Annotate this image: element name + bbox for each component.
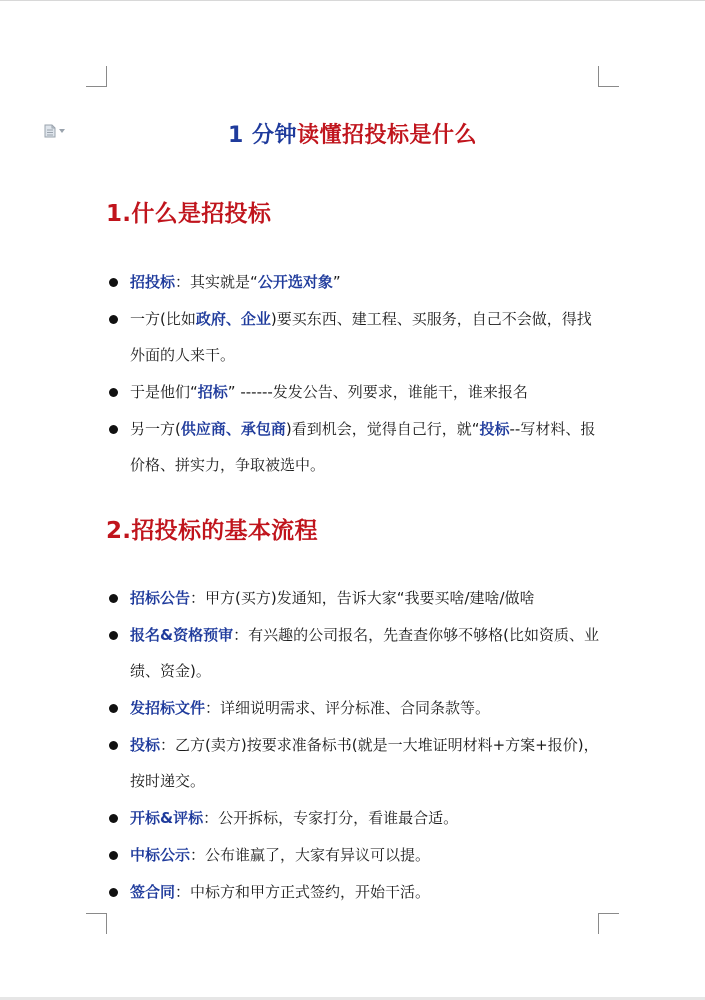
bold-term: 投标 — [130, 736, 161, 754]
bold-term: 发招标文件 — [130, 699, 206, 717]
bold-term: 招投标 — [130, 273, 176, 291]
bullet-dot — [109, 594, 118, 603]
bullet-dot — [109, 388, 118, 397]
item-text: ” ------发发公告、列要求，谁能干，谁来报名 — [227, 383, 528, 401]
item-text: ：甲方(买方)发通知，告诉大家“我要买啥/建啥/做啥 — [190, 589, 535, 607]
page-top-border — [0, 0, 705, 1]
list-item — [106, 727, 606, 799]
bold-term: 招标公告 — [130, 589, 191, 607]
item-text: )看到机会，觉得自己行，就“ — [285, 420, 480, 438]
item-text: ：有兴趣的公司报名，先查查你够不够格(比如资质、业绩、资金)。 — [130, 626, 599, 680]
crop-mark-bottom-left — [86, 913, 107, 934]
bullet-dot — [109, 851, 118, 860]
item-text: ：中标方和甲方正式签约，开始干活。 — [175, 883, 431, 901]
bullet-dot — [109, 315, 118, 324]
section-heading-2: 2.招投标的基本流程 — [106, 518, 318, 544]
item-text: ：乙方(卖方)按要求准备标书(就是一大堆证明材料+方案+报价)，按时递交。 — [130, 736, 599, 790]
bold-term: 公开选对象 — [257, 273, 333, 291]
title-blue-part: 1 分钟 — [228, 123, 297, 148]
crop-mark-top-right — [598, 66, 619, 87]
item-text: 一方(比如 — [130, 310, 196, 328]
bold-term: 报名&资格预审 — [130, 626, 234, 644]
item-text: ” — [332, 273, 341, 291]
bullet-dot — [109, 814, 118, 823]
list-item — [106, 580, 606, 616]
bold-term: 政府、企业 — [195, 310, 271, 328]
section-2-list — [106, 580, 606, 911]
item-text: --写材料、报价格、拼实力，争取被选中。 — [130, 420, 596, 474]
page-title — [0, 118, 705, 149]
quote-mark: “ — [250, 273, 258, 291]
bullet-dot — [109, 425, 118, 434]
bullet-dot — [109, 278, 118, 287]
item-text: ：公布谁赢了，大家有异议可以提。 — [190, 846, 431, 864]
bullet-dot — [109, 888, 118, 897]
section-heading-1: 1.什么是招投标 — [106, 201, 272, 227]
list-item — [106, 411, 606, 483]
crop-mark-bottom-right — [598, 913, 619, 934]
list-item — [106, 837, 606, 873]
crop-mark-top-left — [86, 66, 107, 87]
bold-term: 中标公示 — [130, 846, 191, 864]
bold-term: 招标 — [197, 383, 228, 401]
list-item — [106, 374, 606, 410]
list-item — [106, 874, 606, 910]
item-text: )要买东西、建工程、买服务，自己不会做，得找外面的人来干。 — [130, 310, 592, 364]
item-text: ：详细说明需求、评分标准、合同条款等。 — [205, 699, 491, 717]
bold-term: 供应商、承包商 — [180, 420, 286, 438]
title-red-part: 读懂招投标是什么 — [296, 123, 477, 148]
bullet-dot — [109, 704, 118, 713]
item-text: ：其实就是 — [175, 273, 251, 291]
list-item — [106, 617, 606, 689]
bullet-dot — [109, 631, 118, 640]
list-item — [106, 690, 606, 726]
list-item — [106, 264, 606, 300]
bullet-dot — [109, 741, 118, 750]
list-item — [106, 800, 606, 836]
item-text: 另一方( — [130, 420, 181, 438]
bold-term: 开标&评标 — [130, 809, 204, 827]
section-1-list — [106, 264, 606, 484]
bold-term: 签合同 — [130, 883, 176, 901]
item-text: ：公开拆标，专家打分，看谁最合适。 — [203, 809, 459, 827]
bold-term: 投标 — [479, 420, 510, 438]
item-text: 于是他们“ — [130, 383, 198, 401]
list-item — [106, 301, 606, 373]
